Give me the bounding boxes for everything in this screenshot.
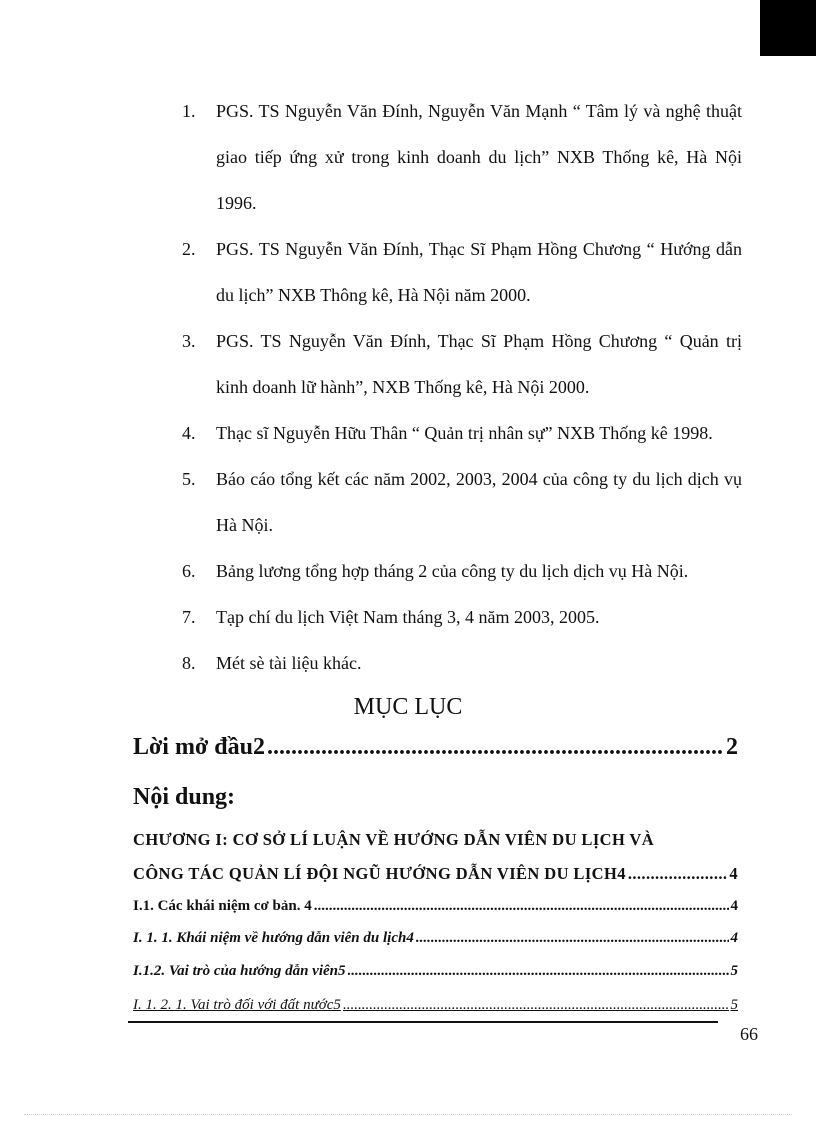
- toc-heading-noi-dung: Nội dung:: [133, 784, 236, 810]
- reference-number: 2.: [182, 239, 196, 259]
- reference-number: 6.: [182, 561, 196, 581]
- reference-item: [182, 410, 742, 456]
- reference-text: Báo cáo tổng kết các năm 2002, 2003, 2004 của công ty du lịch dịch vụ Hà Nội.: [216, 469, 742, 535]
- reference-item: [182, 548, 742, 594]
- toc-entry-page: 4: [729, 864, 738, 883]
- reference-text: Tạp chí du lịch Việt Nam tháng 3, 4 năm 2003, 2005.: [216, 607, 600, 627]
- toc-entry-i11[interactable]: [133, 930, 738, 947]
- reference-item: [182, 640, 742, 686]
- toc-entry-page: 5: [730, 963, 738, 979]
- reference-text: PGS. TS Nguyễn Văn Đính, Thạc Sĩ Phạm Hồng Chương “ Quản trị kinh doanh lữ hành”, NXB Thống kê, Hà Nội 2000.: [216, 331, 742, 397]
- reference-item: [182, 456, 742, 548]
- reference-number: 1.: [182, 101, 196, 121]
- dot-leader: [267, 734, 724, 761]
- toc-entry-label-line1: CHƯƠNG I: CƠ SỞ LÍ LUẬN VỀ HƯỚNG DẪN VIÊN DU LỊCH VÀ: [133, 830, 655, 849]
- toc-entry-page: 4: [730, 898, 738, 914]
- toc-entry-chuong-1[interactable]: [133, 823, 738, 891]
- reference-text: PGS. TS Nguyễn Văn Đính, Nguyễn Văn Mạnh “ Tâm lý và nghệ thuật giao tiếp ứng xử trong kinh doanh du lịch” NXB Thống kê, Hà Nội 1996.: [216, 101, 742, 213]
- reference-text: Mét sè tài liệu khác.: [216, 653, 362, 673]
- reference-number: 7.: [182, 607, 196, 627]
- dot-leader: [348, 963, 729, 980]
- toc-entry-label: I. 1. 2. 1. Vai trò đối với đất nước5: [133, 997, 341, 1013]
- dot-leader: [416, 930, 729, 947]
- toc-entry-page: 5: [730, 997, 738, 1013]
- toc-entry-i12[interactable]: [133, 963, 738, 980]
- toc-entry-i121[interactable]: [133, 997, 738, 1014]
- dot-leader: [314, 898, 729, 915]
- reference-item: [182, 318, 742, 410]
- toc-title: MỤC LỤC: [353, 694, 463, 720]
- toc-entry-page: 2: [726, 734, 738, 760]
- reference-text: PGS. TS Nguyễn Văn Đính, Thạc Sĩ Phạm Hồng Chương “ Hướng dẫn du lịch” NXB Thông kê, Hà Nội năm 2000.: [216, 239, 742, 305]
- toc-entry-page: 4: [730, 930, 738, 946]
- corner-mark: [760, 0, 816, 56]
- toc-entry-label: I.1. Các khái niệm cơ bản. 4: [133, 898, 312, 914]
- reference-number: 4.: [182, 423, 196, 443]
- dot-leader: [343, 997, 729, 1014]
- toc-entry-label: Lời mở đầu2: [133, 734, 265, 760]
- toc-entry-loi-mo-dau[interactable]: [133, 734, 738, 761]
- dot-leader: [628, 857, 727, 891]
- reference-item: [182, 226, 742, 318]
- toc-entry-i1[interactable]: [133, 898, 738, 915]
- reference-number: 5.: [182, 469, 196, 489]
- toc-entry-label: I.1.2. Vai trò của hướng dẫn viên5: [133, 963, 346, 979]
- reference-item: [182, 88, 742, 226]
- bottom-dotted-border: [24, 1114, 792, 1115]
- reference-text: Bảng lương tổng hợp tháng 2 của công ty du lịch dịch vụ Hà Nội.: [216, 561, 689, 581]
- reference-item: [182, 594, 742, 640]
- toc-entry-label-line2: CÔNG TÁC QUẢN LÍ ĐỘI NGŨ HƯỚNG DẪN VIÊN DU LỊCH4: [133, 864, 626, 883]
- footer-rule: [128, 1021, 718, 1023]
- reference-list: [182, 88, 742, 686]
- toc-entry-label: I. 1. 1. Khái niệm về hướng dẫn viên du lịch4: [133, 930, 414, 946]
- page-number: 66: [740, 1024, 758, 1044]
- reference-number: 3.: [182, 331, 196, 351]
- reference-text: Thạc sĩ Nguyễn Hữu Thân “ Quản trị nhân sự” NXB Thống kê 1998.: [216, 423, 713, 443]
- reference-number: 8.: [182, 653, 196, 673]
